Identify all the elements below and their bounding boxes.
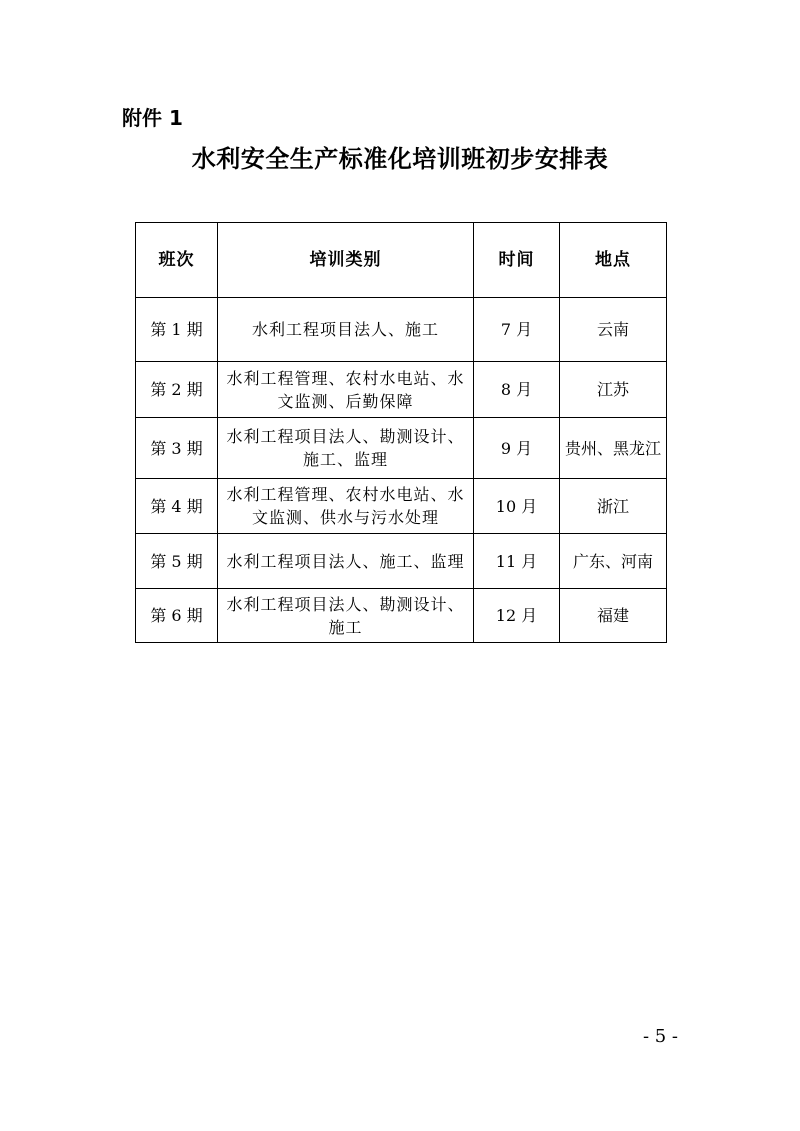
session-cell: 第 1 期: [136, 298, 218, 362]
category-cell: 水利工程项目法人、勘测设计、施工、监理: [218, 418, 474, 479]
table-row: [136, 589, 667, 643]
location-cell: 江苏: [560, 362, 667, 418]
header-time: 时间: [474, 223, 560, 298]
session-cell: 第 4 期: [136, 479, 218, 534]
category-cell: 水利工程项目法人、施工、监理: [218, 534, 474, 589]
attachment-label: 附件 1: [122, 106, 183, 130]
location-cell: 福建: [560, 589, 667, 643]
category-cell: 水利工程项目法人、施工: [218, 298, 474, 362]
time-cell: 10 月: [474, 479, 560, 534]
location-cell: 浙江: [560, 479, 667, 534]
category-cell: 水利工程管理、农村水电站、水文监测、供水与污水处理: [218, 479, 474, 534]
header-category: 培训类别: [218, 223, 474, 298]
page-number: - 5 -: [642, 1026, 678, 1047]
location-cell: 广东、河南: [560, 534, 667, 589]
table-row: [136, 362, 667, 418]
table-row: [136, 534, 667, 589]
table-row: [136, 479, 667, 534]
document-title: 水利安全生产标准化培训班初步安排表: [191, 145, 609, 173]
location-cell: 云南: [560, 298, 667, 362]
session-cell: 第 3 期: [136, 418, 218, 479]
time-cell: 7 月: [474, 298, 560, 362]
header-location: 地点: [560, 223, 667, 298]
session-cell: 第 6 期: [136, 589, 218, 643]
training-schedule-table: [135, 222, 667, 643]
header-session: 班次: [136, 223, 218, 298]
time-cell: 12 月: [474, 589, 560, 643]
time-cell: 8 月: [474, 362, 560, 418]
category-cell: 水利工程项目法人、勘测设计、施工: [218, 589, 474, 643]
table-header-row: [136, 223, 667, 298]
session-cell: 第 5 期: [136, 534, 218, 589]
table-row: [136, 298, 667, 362]
category-cell: 水利工程管理、农村水电站、水文监测、后勤保障: [218, 362, 474, 418]
location-cell: 贵州、黑龙江: [560, 418, 667, 479]
time-cell: 9 月: [474, 418, 560, 479]
time-cell: 11 月: [474, 534, 560, 589]
session-cell: 第 2 期: [136, 362, 218, 418]
table-row: [136, 418, 667, 479]
